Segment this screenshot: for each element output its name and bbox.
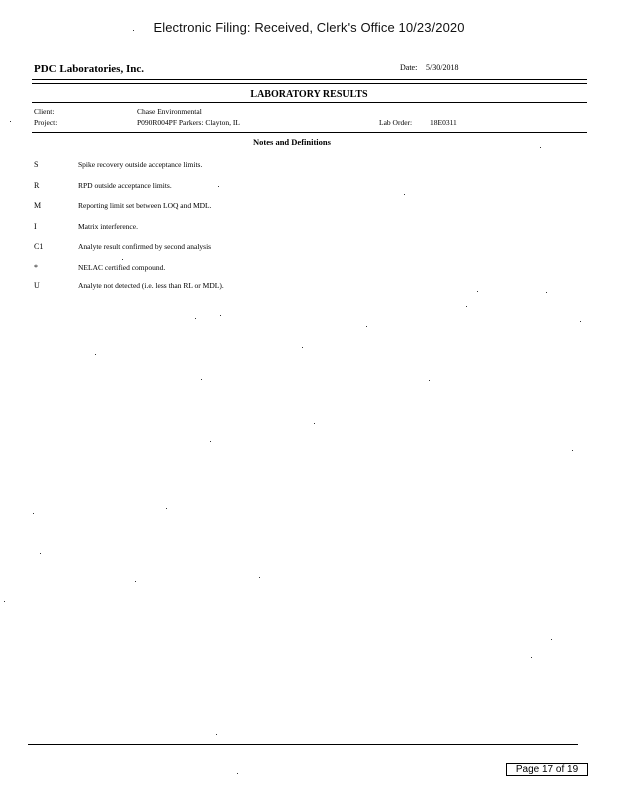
scan-speck bbox=[122, 259, 123, 260]
scan-speck bbox=[572, 450, 573, 451]
notes-title: Notes and Definitions bbox=[253, 137, 331, 147]
definition-row bbox=[34, 160, 554, 172]
scan-speck bbox=[551, 639, 552, 640]
project-label: Project: bbox=[34, 118, 58, 127]
scan-speck bbox=[10, 121, 11, 122]
definition-row bbox=[34, 263, 554, 275]
scan-speck bbox=[210, 441, 211, 442]
scan-speck bbox=[477, 291, 478, 292]
definition-code: I bbox=[34, 222, 37, 231]
definition-code: * bbox=[34, 263, 38, 272]
definition-code: S bbox=[34, 160, 39, 169]
electronic-filing-stamp: Electronic Filing: Received, Clerk's Office 10/23/2020 bbox=[153, 20, 465, 35]
scan-speck bbox=[220, 315, 221, 316]
definition-text: Reporting limit set between LOQ and MDL. bbox=[78, 201, 212, 210]
definition-text: RPD outside acceptance limits. bbox=[78, 181, 172, 190]
scan-speck bbox=[366, 326, 367, 327]
definition-text: NELAC certified compound. bbox=[78, 263, 166, 272]
client-label: Client: bbox=[34, 107, 55, 116]
scan-speck bbox=[540, 147, 541, 148]
definition-code: C1 bbox=[34, 242, 44, 251]
company-name: PDC Laboratories, Inc. bbox=[34, 63, 144, 75]
scan-speck bbox=[531, 657, 532, 658]
scan-speck bbox=[166, 508, 167, 509]
scan-speck bbox=[314, 423, 315, 424]
definition-code: M bbox=[34, 201, 42, 210]
scan-speck bbox=[135, 581, 136, 582]
header-rule-top bbox=[32, 79, 587, 80]
client-value: Chase Environmental bbox=[137, 107, 202, 116]
scan-speck bbox=[429, 380, 430, 381]
definition-text: Analyte result confirmed by second analysis bbox=[78, 242, 212, 251]
definition-text: Matrix interference. bbox=[78, 222, 138, 231]
scan-speck bbox=[466, 306, 467, 307]
scan-speck bbox=[259, 577, 260, 578]
scan-speck bbox=[195, 318, 196, 319]
footer-rule bbox=[28, 744, 578, 745]
title-rule bbox=[32, 102, 587, 103]
scan-speck bbox=[302, 347, 303, 348]
date-value: 5/30/2018 bbox=[426, 63, 459, 72]
date-label: Date: bbox=[400, 63, 418, 72]
definition-code: U bbox=[34, 281, 40, 290]
scan-speck bbox=[201, 379, 202, 380]
definition-text: Analyte not detected (i.e. less than RL or MDL). bbox=[78, 281, 224, 290]
scan-speck bbox=[4, 601, 5, 602]
scan-speck bbox=[40, 553, 41, 554]
scan-speck bbox=[95, 354, 96, 355]
definition-row bbox=[34, 181, 554, 193]
header-rule-bottom bbox=[32, 83, 587, 84]
lab-order-value: 18E0311 bbox=[430, 118, 457, 127]
scan-speck bbox=[237, 773, 238, 774]
scan-speck bbox=[404, 194, 405, 195]
definition-row bbox=[34, 281, 554, 293]
scan-speck bbox=[580, 321, 581, 322]
project-value: P090R004PF Parkers: Clayton, IL bbox=[137, 118, 240, 127]
scan-speck bbox=[133, 30, 134, 31]
definition-row bbox=[34, 242, 554, 254]
definition-row bbox=[34, 222, 554, 234]
definition-code: R bbox=[34, 181, 40, 190]
definition-row bbox=[34, 201, 554, 213]
scan-speck bbox=[216, 734, 217, 735]
scan-speck bbox=[33, 513, 34, 514]
definition-text: Spike recovery outside acceptance limits. bbox=[78, 160, 203, 169]
lab-order-label: Lab Order: bbox=[379, 118, 413, 127]
report-title: LABORATORY RESULTS bbox=[250, 89, 368, 100]
page-number: Page 17 of 19 bbox=[506, 763, 588, 776]
scan-speck bbox=[546, 292, 547, 293]
scan-speck bbox=[218, 186, 219, 187]
info-rule bbox=[32, 132, 587, 133]
